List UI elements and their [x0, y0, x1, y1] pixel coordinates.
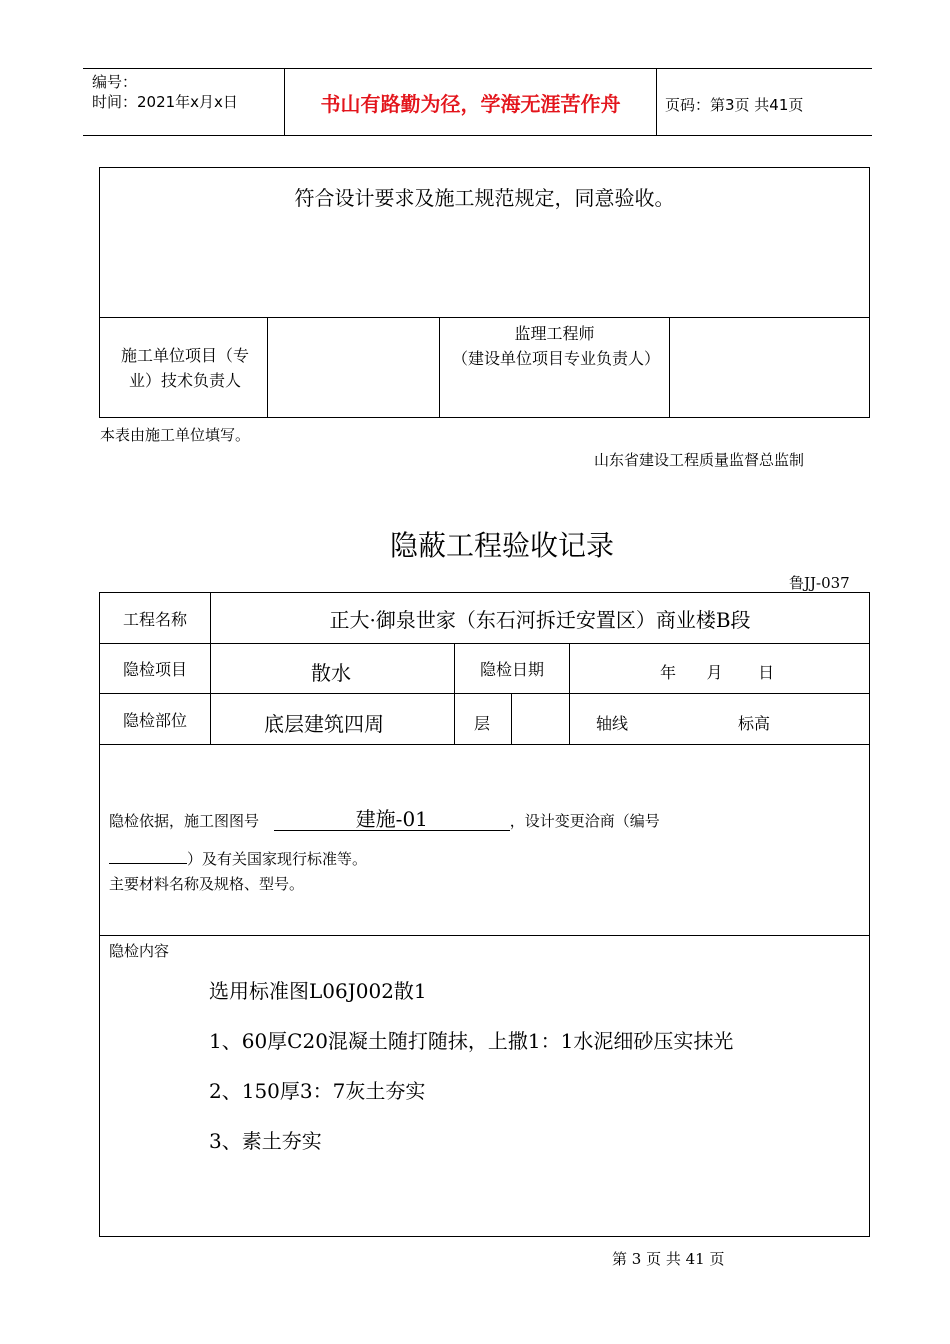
- footer-page-number: 第 3 页 共 41 页: [612, 1250, 725, 1268]
- form-code: 鲁JJ-037: [789, 574, 850, 592]
- basis-prefix: 隐检依据，施工图图号: [109, 812, 260, 830]
- materials-label: 主要材料名称及规格、型号。: [109, 875, 305, 893]
- form-title: 隐蔽工程验收记录: [389, 529, 614, 562]
- content-line-3: 3、素土夯实: [209, 1129, 322, 1153]
- header-motto: 书山有路勤为径，学海无涯苦作舟: [320, 91, 621, 116]
- header-bottom-rule: [83, 135, 872, 136]
- floor-value-cell[interactable]: [512, 694, 569, 744]
- supervisor-label: [440, 321, 669, 371]
- doc-number-label: 编号：: [92, 73, 138, 91]
- content-line-0: 选用标准图L06J002散1: [209, 979, 427, 1003]
- header-page-info: 页码：第3页 共41页: [665, 96, 804, 114]
- contractor-signature-cell[interactable]: [268, 318, 439, 417]
- doc-time-label: 时间：2021年x月x日: [92, 93, 238, 111]
- inspection-date-value: 年 月 日: [660, 663, 775, 682]
- filled-by-note: 本表由施工单位填写。: [100, 426, 251, 444]
- authority-note: 山东省建设工程质量监督总监制: [594, 451, 805, 469]
- project-name-value: 正大·御泉世家（东石河拆迁安置区）商业楼B段: [329, 607, 751, 632]
- inspection-item-value: 散水: [311, 661, 351, 685]
- axis-label: 轴线: [596, 714, 629, 733]
- contractor-tech-lead-label: 施工单位项目（专业）技术负责人: [120, 346, 249, 390]
- approval-conclusion: 符合设计要求及施工规范规定，同意验收。: [294, 186, 675, 210]
- floor-label: 层: [474, 714, 491, 733]
- inspection-item-label: 隐检项目: [122, 660, 187, 679]
- header-divider-2: [656, 68, 657, 136]
- elevation-label: 标高: [738, 714, 771, 733]
- inspection-content-label: 隐检内容: [109, 942, 170, 960]
- basis-mid: ，设计变更洽商（编号: [509, 812, 660, 830]
- change-order-number-field[interactable]: [109, 848, 187, 864]
- inspection-basis-line: [109, 808, 660, 831]
- content-line-2: 2、150厚3：7灰土夯实: [209, 1079, 426, 1103]
- inspection-location-label: 隐检部位: [122, 710, 187, 730]
- inspection-date-label: 隐检日期: [479, 660, 544, 679]
- content-line-1: 1、60厚C20混凝土随打随抹，上撒1：1水泥细砂压实抹光: [209, 1029, 734, 1053]
- supervisor-label-line2: （建设单位项目专业负责人）: [452, 349, 661, 368]
- project-name-label: 工程名称: [122, 609, 187, 629]
- drawing-number-field[interactable]: 建施-01: [274, 808, 510, 831]
- supervisor-label-line1: 监理工程师: [514, 324, 595, 343]
- supervisor-signature-cell[interactable]: [670, 318, 869, 417]
- basis-standards-line: [109, 848, 367, 869]
- basis-suffix: ）及有关国家现行标准等。: [187, 850, 368, 868]
- inspection-location-value: 底层建筑四周: [264, 712, 384, 736]
